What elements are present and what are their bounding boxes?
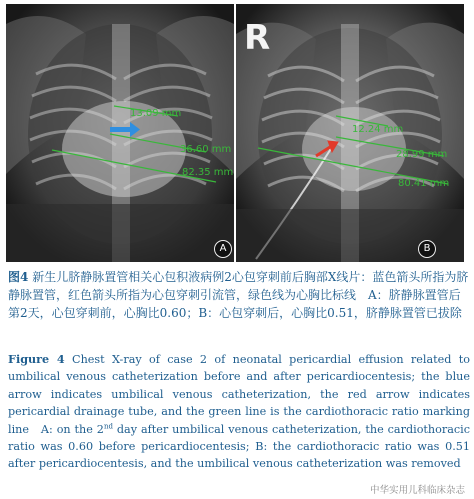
measurement-label: 80.41 mm xyxy=(398,178,450,189)
side-marker: R xyxy=(244,18,271,58)
measurement-label: 13.09 mm xyxy=(130,108,182,119)
caption-cn-text: 新生儿脐静脉置管相关心包积液病例2心包穿刺前后胸部X线片：蓝色箭头所指为脐静脉置管，红色箭头所指为心包穿刺引流管，绿色线为心胸比标线 A：脐静脉置管后第2天，心包穿刺前，心胸比0.60；B：心包穿刺后，心胸比0.51，脐静脉置管已拔除 xyxy=(8,270,469,320)
caption-en xyxy=(8,351,470,473)
measurement-label: 82.35 mm xyxy=(182,167,234,178)
measurement-label: 12.24 mm xyxy=(352,124,404,135)
caption-cn-label: 图4 xyxy=(8,270,29,284)
xray-panel-a xyxy=(6,4,234,262)
caption-cn xyxy=(8,268,470,322)
xray-panel-b xyxy=(236,4,464,262)
xray-image-b xyxy=(236,4,464,262)
caption-en-text-2: day after umbilical venous catheterization, the cardiothoracic ratio was 0.60 before pericardiocentesis; B: the cardiothoracic ratio was 0.51 after pericardiocentesis, and the umbilical venous catheterization was removed xyxy=(8,422,470,471)
panel-badge-a: A xyxy=(214,240,232,258)
measurement-label: 28.99 mm xyxy=(396,149,448,160)
panel-badge-b: B xyxy=(418,240,436,258)
source-watermark: 中华实用儿科临床杂志 xyxy=(367,481,468,497)
caption-en-label: Figure 4 xyxy=(8,352,65,366)
xray-image-a xyxy=(6,4,234,262)
caption-en-sup: nd xyxy=(103,421,113,430)
caption-en-text-1: Chest X-ray of case 2 of neonatal pericardial effusion related to umbilical venous catheterization before and after pericardiocentesis; the blue arrow indicates umbilical venous catheterization, the red arrow indicates pericardial drainage tube, and the green line is the cardiothoracic ratio marking line A: on the 2 xyxy=(8,353,470,436)
measurement-label: 36.60 mm xyxy=(180,144,232,155)
